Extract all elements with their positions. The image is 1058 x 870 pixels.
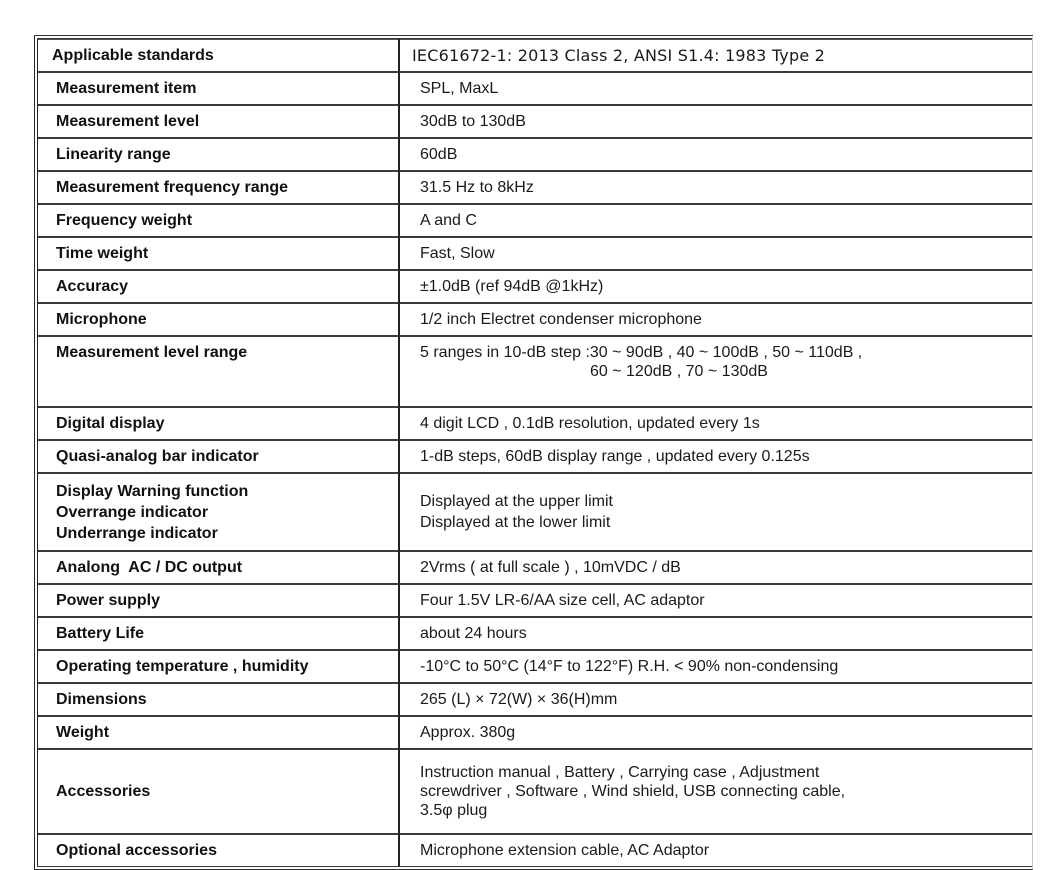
value-line: Displayed at the lower limit: [420, 514, 611, 531]
row-label: [38, 473, 399, 551]
row-value: ±1.0dB (ref 94dB @1kHz): [399, 270, 1032, 303]
value-line: 60 ~ 120dB , 70 ~ 130dB: [590, 363, 768, 380]
value-line: 5 ranges in 10-dB step :30 ~ 90dB , 40 ~ 100dB , 50 ~ 110dB ,: [420, 344, 863, 361]
row-value: about 24 hours: [399, 617, 1032, 650]
label-line: Overrange indicator: [56, 503, 209, 521]
label-line: Display Warning function: [56, 482, 249, 500]
table-row-analog-output: [38, 551, 1032, 584]
row-value: 1/2 inch Electret condenser microphone: [399, 303, 1032, 336]
row-value: Microphone extension cable, AC Adaptor: [399, 834, 1032, 866]
row-value: Approx. 380g: [399, 716, 1032, 749]
specification-table-container: [34, 35, 1033, 870]
row-label: Measurement level: [38, 105, 399, 138]
label-line: Underrange indicator: [56, 524, 218, 542]
row-label: Dimensions: [38, 683, 399, 716]
table-row-applicable-standards: [38, 40, 1032, 73]
table-row-weight: [38, 716, 1032, 749]
row-label: Measurement frequency range: [38, 171, 399, 204]
row-label: Operating temperature , humidity: [38, 650, 399, 683]
row-label: Applicable standards: [38, 40, 399, 73]
row-value: [399, 749, 1032, 834]
row-label: Measurement level range: [38, 336, 399, 407]
row-value: A and C: [399, 204, 1032, 237]
row-label: Power supply: [38, 584, 399, 617]
table-row-accuracy: [38, 270, 1032, 303]
row-label: Measurement item: [38, 72, 399, 105]
row-label: Optional accessories: [38, 834, 399, 866]
value-line: screwdriver , Software , Wind shield, USB connecting cable,: [420, 783, 846, 800]
value-line: 3.5φ plug: [420, 802, 488, 819]
table-row-measurement-level: [38, 105, 1032, 138]
value-line: Displayed at the upper limit: [420, 493, 613, 510]
table-row-battery-life: [38, 617, 1032, 650]
table-row-power-supply: [38, 584, 1032, 617]
table-row-digital-display: [38, 407, 1032, 440]
row-value: 265 (L) × 72(W) × 36(H)mm: [399, 683, 1032, 716]
row-value: IEC61672-1: 2013 Class 2, ANSI S1.4: 1983 Type 2: [399, 40, 1032, 73]
row-value: [399, 473, 1032, 551]
row-label: Quasi-analog bar indicator: [38, 440, 399, 473]
table-row-linearity-range: [38, 138, 1032, 171]
row-label: Analong AC / DC output: [38, 551, 399, 584]
row-label: Weight: [38, 716, 399, 749]
table-row-accessories: [38, 749, 1032, 834]
row-value: 2Vrms ( at full scale ) , 10mVDC / dB: [399, 551, 1032, 584]
table-row-operating-temperature: [38, 650, 1032, 683]
table-row-measurement-item: [38, 72, 1032, 105]
row-value: Fast, Slow: [399, 237, 1032, 270]
table-row-display-warning: [38, 473, 1032, 551]
row-value: 30dB to 130dB: [399, 105, 1032, 138]
table-row-time-weight: [38, 237, 1032, 270]
row-label: Linearity range: [38, 138, 399, 171]
table-row-dimensions: [38, 683, 1032, 716]
row-value: Four 1.5V LR-6/AA size cell, AC adaptor: [399, 584, 1032, 617]
row-label: Battery Life: [38, 617, 399, 650]
table-row-frequency-range: [38, 171, 1032, 204]
table-row-frequency-weight: [38, 204, 1032, 237]
row-value: 4 digit LCD , 0.1dB resolution, updated every 1s: [399, 407, 1032, 440]
value-line: Instruction manual , Battery , Carrying case , Adjustment: [420, 764, 820, 781]
specification-table: [38, 39, 1032, 866]
row-label: Time weight: [38, 237, 399, 270]
row-value: 60dB: [399, 138, 1032, 171]
row-value: [399, 336, 1032, 407]
row-value: SPL, MaxL: [399, 72, 1032, 105]
row-value: 1-dB steps, 60dB display range , updated every 0.125s: [399, 440, 1032, 473]
table-row-microphone: [38, 303, 1032, 336]
row-label: Digital display: [38, 407, 399, 440]
row-label: Accessories: [38, 749, 399, 834]
row-label: Frequency weight: [38, 204, 399, 237]
table-row-quasi-analog-bar: [38, 440, 1032, 473]
table-row-measurement-level-range: [38, 336, 1032, 407]
row-value: 31.5 Hz to 8kHz: [399, 171, 1032, 204]
row-value: -10°C to 50°C (14°F to 122°F) R.H. < 90% non-condensing: [399, 650, 1032, 683]
row-label: Microphone: [38, 303, 399, 336]
row-label: Accuracy: [38, 270, 399, 303]
table-row-optional-accessories: [38, 834, 1032, 866]
